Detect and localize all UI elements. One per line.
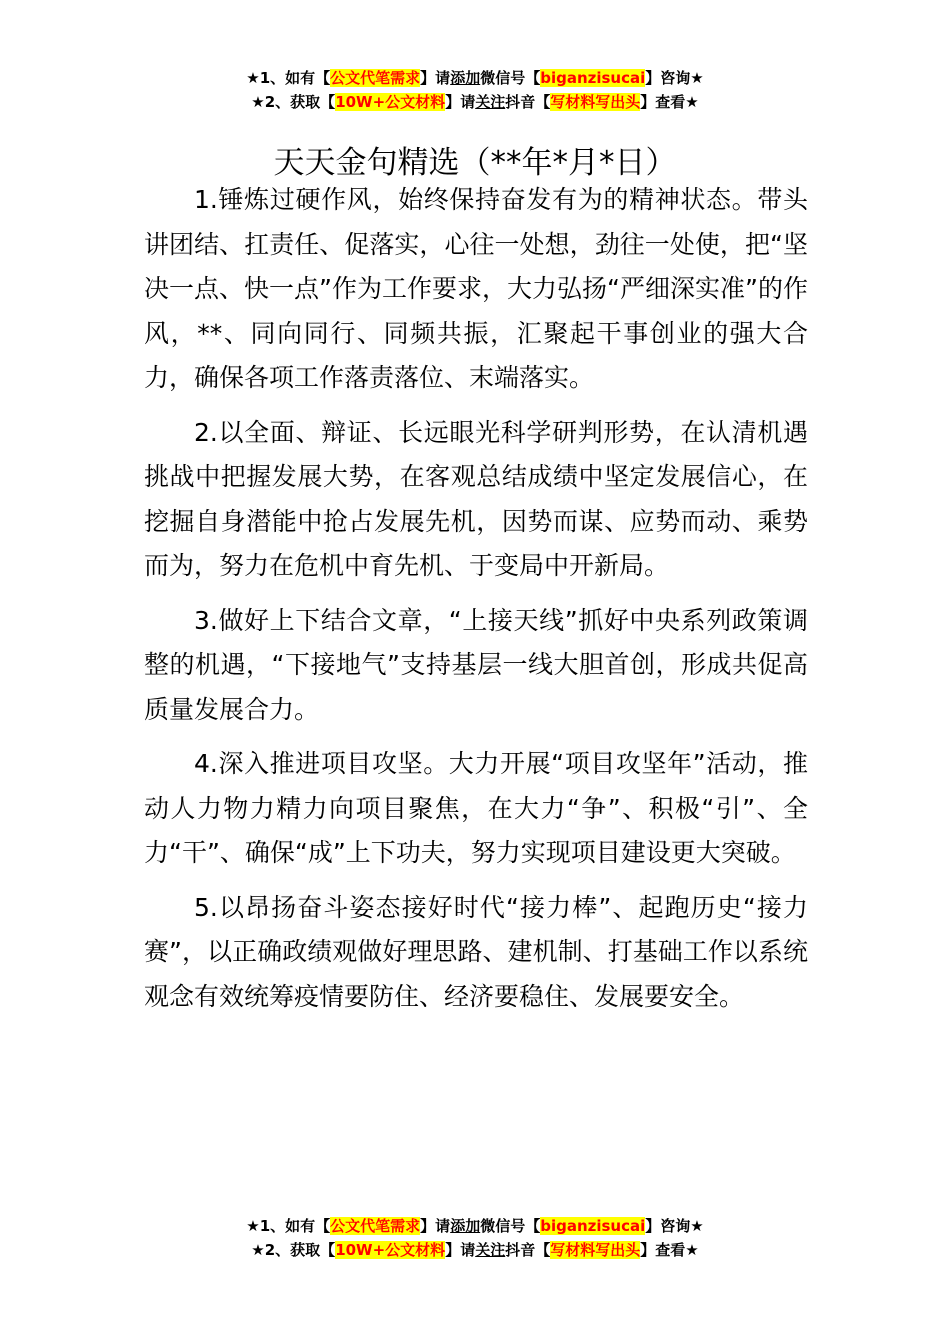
promo-line-1 <box>0 1214 950 1238</box>
promo-text: ★2、获取【 <box>251 93 336 111</box>
paragraph-1: 1.锤炼过硬作风，始终保持奋发有为的精神状态。带头讲团结、扛责任、促落实，心往一处想，劲往一处使，把“坚决一点、快一点”作为工作要求，大力弘扬“严细深实准”的作风，**、同向同行、同频共振，汇聚起干事创业的强大合力，确保各项工作落责落位、末端落实。 <box>144 185 808 392</box>
promo-douyin-id: 写材料写出头 <box>550 1241 641 1259</box>
promo-underlined-text: 关注 <box>475 93 506 111</box>
promo-text: 微信号【 <box>480 69 541 87</box>
promo-text: 】咨询★ <box>645 69 704 87</box>
promo-highlight: 10W+公文材料 <box>335 1241 446 1259</box>
promo-text: 】请 <box>420 69 451 87</box>
promo-line-2 <box>0 90 950 114</box>
promo-text: 微信号【 <box>480 1217 541 1235</box>
promo-underlined-text: 添加 <box>450 1217 481 1235</box>
paragraph-2: 2.以全面、辩证、长远眼光科学研判形势，在认清机遇挑战中把握发展大势，在客观总结成绩中坚定发展信心，在挖掘自身潜能中抢占发展先机，因势而谋、应势而动、乘势而为，努力在危机中育先机、于变局中开新局。 <box>144 417 808 580</box>
promo-line-1 <box>0 66 950 90</box>
document-body <box>144 178 808 1029</box>
paragraph-3: 3.做好上下结合文章，“上接天线”抓好中央系列政策调整的机遇，“下接地气”支持基层一线大胆首创，形成共促高质量发展合力。 <box>144 605 808 724</box>
promo-line-2 <box>0 1238 950 1262</box>
promo-text: 】查看★ <box>640 1241 699 1259</box>
promo-underlined-text: 关注 <box>475 1241 506 1259</box>
paragraph-4: 4.深入推进项目攻坚。大力开展“项目攻坚年”活动，推动人力物力精力向项目聚焦，在大力“争”、积极“引”、全力“干”、确保“成”上下功夫，努力实现项目建设更大突破。 <box>144 749 808 867</box>
promo-text: 】查看★ <box>640 93 699 111</box>
promo-header-top <box>0 66 950 114</box>
promo-highlight: 公文代笔需求 <box>330 1217 421 1235</box>
promo-highlight: 公文代笔需求 <box>330 69 421 87</box>
promo-text: ★1、如有【 <box>246 69 331 87</box>
promo-text: ★2、获取【 <box>251 1241 336 1259</box>
promo-text: ★1、如有【 <box>246 1217 331 1235</box>
promo-wechat-id: biganzisucai <box>540 1217 646 1235</box>
promo-text: 】请 <box>445 1241 476 1259</box>
promo-douyin-id: 写材料写出头 <box>550 93 641 111</box>
promo-text: 】咨询★ <box>645 1217 704 1235</box>
promo-highlight: 10W+公文材料 <box>335 93 446 111</box>
promo-text: 抖音【 <box>505 1241 551 1259</box>
promo-underlined-text: 添加 <box>450 69 481 87</box>
promo-footer-bottom <box>0 1214 950 1262</box>
paragraph-5: 5.以昂扬奋斗姿态接好时代“接力棒”、起跑历史“接力赛”，以正确政绩观做好理思路、建机制、打基础工作以系统观念有效统筹疫情要防住、经济要稳住、发展要安全。 <box>144 892 808 1011</box>
page-title: 天天金句精选（**年*月*日） <box>273 144 677 181</box>
promo-wechat-id: biganzisucai <box>540 69 646 87</box>
promo-text: 】请 <box>420 1217 451 1235</box>
promo-text: 抖音【 <box>505 93 551 111</box>
promo-text: 】请 <box>445 93 476 111</box>
